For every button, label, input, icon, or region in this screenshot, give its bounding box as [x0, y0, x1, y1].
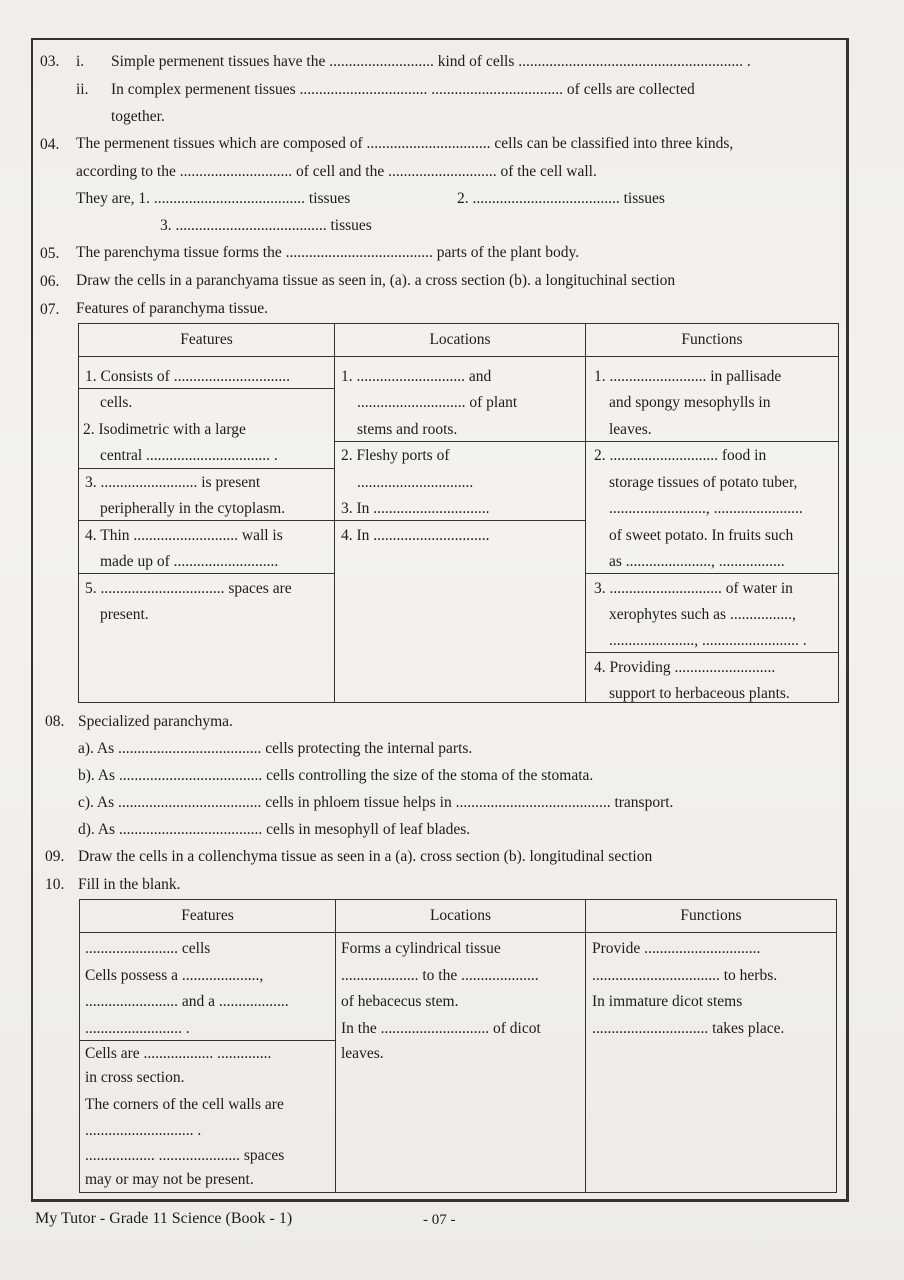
q04-number: 04.: [40, 136, 60, 153]
table2-location-line: .................... to the ....................: [341, 967, 539, 984]
q04-line-1: The permenent tissues which are composed of ................................ cells can be classified into three kinds,: [76, 135, 734, 152]
q04-line-3a: They are, 1. ....................................... tissues: [76, 190, 351, 207]
table1-function-line: 1. ......................... in pallisade: [594, 368, 782, 385]
q06-number: 06.: [40, 273, 60, 290]
q04-line-4: 3. ....................................... tissues: [160, 217, 372, 234]
table1-location-line: 3. In ..............................: [341, 500, 490, 517]
table1-locations-cell: [335, 357, 586, 703]
table1-location-line: ..............................: [357, 474, 474, 491]
table2-feature-line: may or may not be present.: [85, 1171, 254, 1188]
table2-location-line: In the ............................ of dicot: [341, 1020, 541, 1037]
table1-feature-line: central ................................ .: [100, 447, 278, 464]
q05-text: The parenchyma tissue forms the ...................................... parts of the plant body.: [76, 244, 580, 261]
q03-ii-label: ii.: [76, 81, 89, 98]
table1-feature-line: 5. ................................ spaces are: [85, 580, 292, 597]
q10-number: 10.: [45, 876, 65, 893]
table1-header-functions: Functions: [586, 324, 839, 357]
table2-function-line: ................................. to herbs.: [592, 967, 778, 984]
table2-function-line: .............................. takes place.: [592, 1020, 785, 1037]
table2-functions-cell: [586, 933, 837, 1193]
table2-function-line: In immature dicot stems: [592, 993, 743, 1010]
table1-function-line: 2. ............................ food in: [594, 447, 767, 464]
table1-location-line: ............................ of plant: [357, 394, 518, 411]
table1-feature-line: cells.: [100, 394, 133, 411]
table1-feature-line: made up of ...........................: [100, 553, 279, 570]
q03-number: 03.: [40, 53, 60, 70]
q03-i-label: i.: [76, 53, 85, 70]
table2-feature-line: ............................ .: [85, 1122, 202, 1139]
table1-header-features: Features: [79, 324, 335, 357]
table2-header-features: Features: [80, 900, 336, 933]
table1-feature-line: present.: [100, 606, 149, 623]
table1-location-line: 1. ............................ and: [341, 368, 492, 385]
table2-feature-line: The corners of the cell walls are: [85, 1096, 284, 1113]
q10-title: Fill in the blank.: [78, 876, 181, 893]
table1-location-line: 2. Fleshy ports of: [341, 447, 450, 464]
table1-function-line: ......................, ......................... .: [609, 632, 807, 649]
q05-number: 05.: [40, 245, 60, 262]
q06-text: Draw the cells in a paranchyama tissue as seen in, (a). a cross section (b). a longituchinal section: [76, 272, 676, 289]
q04-line-2: according to the ............................. of cell and the ............................ of the cell wall.: [76, 163, 597, 180]
table2-feature-line: ......................... .: [85, 1020, 190, 1037]
table2-feature-line: Cells possess a ....................,: [85, 967, 264, 984]
table1-feature-line: 3. ......................... is present: [85, 474, 261, 491]
q03-ii-continuation: together.: [111, 108, 165, 125]
table2-function-line: Provide ..............................: [592, 940, 761, 957]
table1-features-cell: [79, 357, 335, 703]
q07-number: 07.: [40, 301, 60, 318]
q08-item-b: b). As ..................................... cells controlling the size of the stoma of the stomata.: [78, 767, 594, 784]
table2-location-line: of hebacecus stem.: [341, 993, 459, 1010]
table2-feature-line: in cross section.: [85, 1069, 185, 1086]
table1-function-line: of sweet potato. In fruits such: [609, 527, 794, 544]
table2-location-line: leaves.: [341, 1045, 384, 1062]
table1-header-locations: Locations: [335, 324, 586, 357]
q03-i-text: Simple permenent tissues have the ........................... kind of cells .......................................................... .: [111, 53, 751, 70]
table1-function-line: storage tissues of potato tuber,: [609, 474, 798, 491]
table1-feature-line: peripherally in the cytoplasm.: [100, 500, 286, 517]
table2-location-line: Forms a cylindrical tissue: [341, 940, 501, 957]
parenchyma-features-table: [78, 323, 839, 703]
q08-number: 08.: [45, 713, 65, 730]
table2-features-cell: [80, 933, 336, 1193]
table1-functions-cell: [586, 357, 839, 703]
table1-feature-line: 1. Consists of ..............................: [85, 368, 290, 385]
q09-text: Draw the cells in a collenchyma tissue as seen in a (a). cross section (b). longitudinal section: [78, 848, 653, 865]
table1-feature-line: 2. Isodimetric with a large: [83, 421, 246, 438]
q09-number: 09.: [45, 848, 65, 865]
q04-line-3b: 2. ...................................... tissues: [457, 190, 665, 207]
table1-function-line: 3. ............................. of water in: [594, 580, 793, 597]
footer-book-title: My Tutor - Grade 11 Science (Book - 1): [35, 1210, 293, 1227]
table1-function-line: support to herbaceous plants.: [609, 685, 790, 702]
table2-header-functions: Functions: [586, 900, 837, 933]
table1-function-line: 4. Providing ..........................: [594, 659, 776, 676]
q08-title: Specialized paranchyma.: [78, 713, 233, 730]
table1-location-line: stems and roots.: [357, 421, 458, 438]
table1-location-line: 4. In ..............................: [341, 527, 490, 544]
table2-feature-line: Cells are .................. ..............: [85, 1045, 272, 1062]
table1-function-line: leaves.: [609, 421, 652, 438]
table1-function-line: xerophytes such as ................,: [609, 606, 796, 623]
table1-function-line: as ......................, .................: [609, 553, 785, 570]
table1-feature-line: 4. Thin ........................... wall is: [85, 527, 283, 544]
page-number: - 07 -: [423, 1212, 456, 1228]
table1-function-line: and spongy mesophylls in: [609, 394, 771, 411]
q07-title: Features of paranchyma tissue.: [76, 300, 268, 317]
table1-function-line: ........................., .......................: [609, 500, 803, 517]
collenchyma-fill-table: [79, 899, 837, 1193]
q03-ii-text: In complex permenent tissues ................................. .................................. of cells are collected: [111, 81, 695, 98]
table2-header-locations: Locations: [336, 900, 586, 933]
table2-locations-cell: [336, 933, 586, 1193]
q08-item-a: a). As ..................................... cells protecting the internal parts.: [78, 740, 473, 757]
q08-item-c: c). As ..................................... cells in phloem tissue helps in ........................................ transport.: [78, 794, 674, 811]
table2-feature-line: .................. ..................... spaces: [85, 1147, 285, 1164]
table2-feature-line: ........................ cells: [85, 940, 211, 957]
table2-feature-line: ........................ and a ..................: [85, 993, 289, 1010]
q08-item-d: d). As ..................................... cells in mesophyll of leaf blades.: [78, 821, 471, 838]
